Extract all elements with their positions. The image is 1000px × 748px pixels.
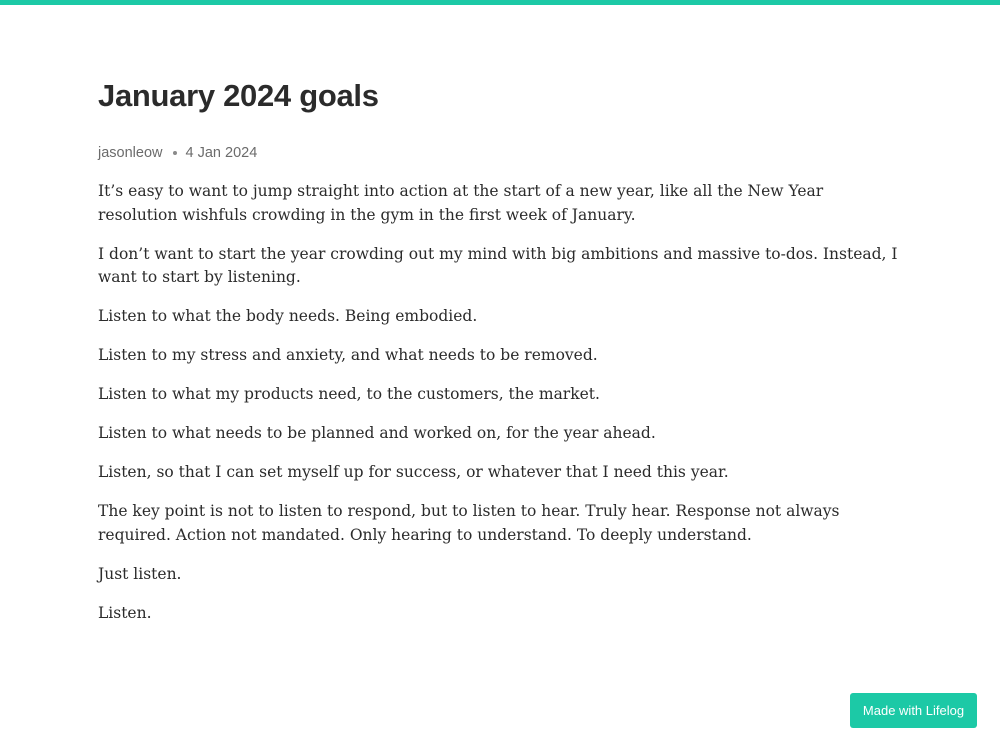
- post-body: [98, 180, 898, 625]
- paragraph: Listen, so that I can set myself up for success, or whatever that I need this year.: [98, 463, 729, 481]
- paragraph: Listen to what needs to be planned and worked on, for the year ahead.: [98, 424, 656, 442]
- post-article: [98, 72, 898, 641]
- paragraph: Just listen.: [98, 564, 182, 583]
- post-title: January 2024 goals: [98, 78, 379, 113]
- made-with-lifelog-button[interactable]: Made with Lifelog: [850, 693, 977, 728]
- paragraph: Listen to what the body needs. Being embodied.: [98, 307, 478, 325]
- post-date: 4 Jan 2024: [185, 145, 258, 161]
- post-author[interactable]: jasonleow: [98, 145, 163, 161]
- paragraph: The key point is not to listen to respond, but to listen to hear. Truly hear. Response not always required. Action not mandated. Only hearing to understand. To deeply understand.: [98, 502, 840, 544]
- accent-top-bar: [0, 0, 1000, 5]
- paragraph: Listen to what my products need, to the customers, the market.: [98, 385, 600, 403]
- paragraph: Listen to my stress and anxiety, and what needs to be removed.: [98, 346, 598, 364]
- post-meta: [98, 143, 898, 163]
- paragraph: I don’t want to start the year crowding out my mind with big ambitions and massive to-dos. Instead, I want to start by listening.: [98, 244, 898, 286]
- separator-dot-icon: [173, 151, 177, 155]
- paragraph: Listen.: [98, 603, 152, 622]
- paragraph: It’s easy to want to jump straight into action at the start of a new year, like all the New Year resolution wishfuls crowding in the gym in the first week of January.: [98, 182, 824, 224]
